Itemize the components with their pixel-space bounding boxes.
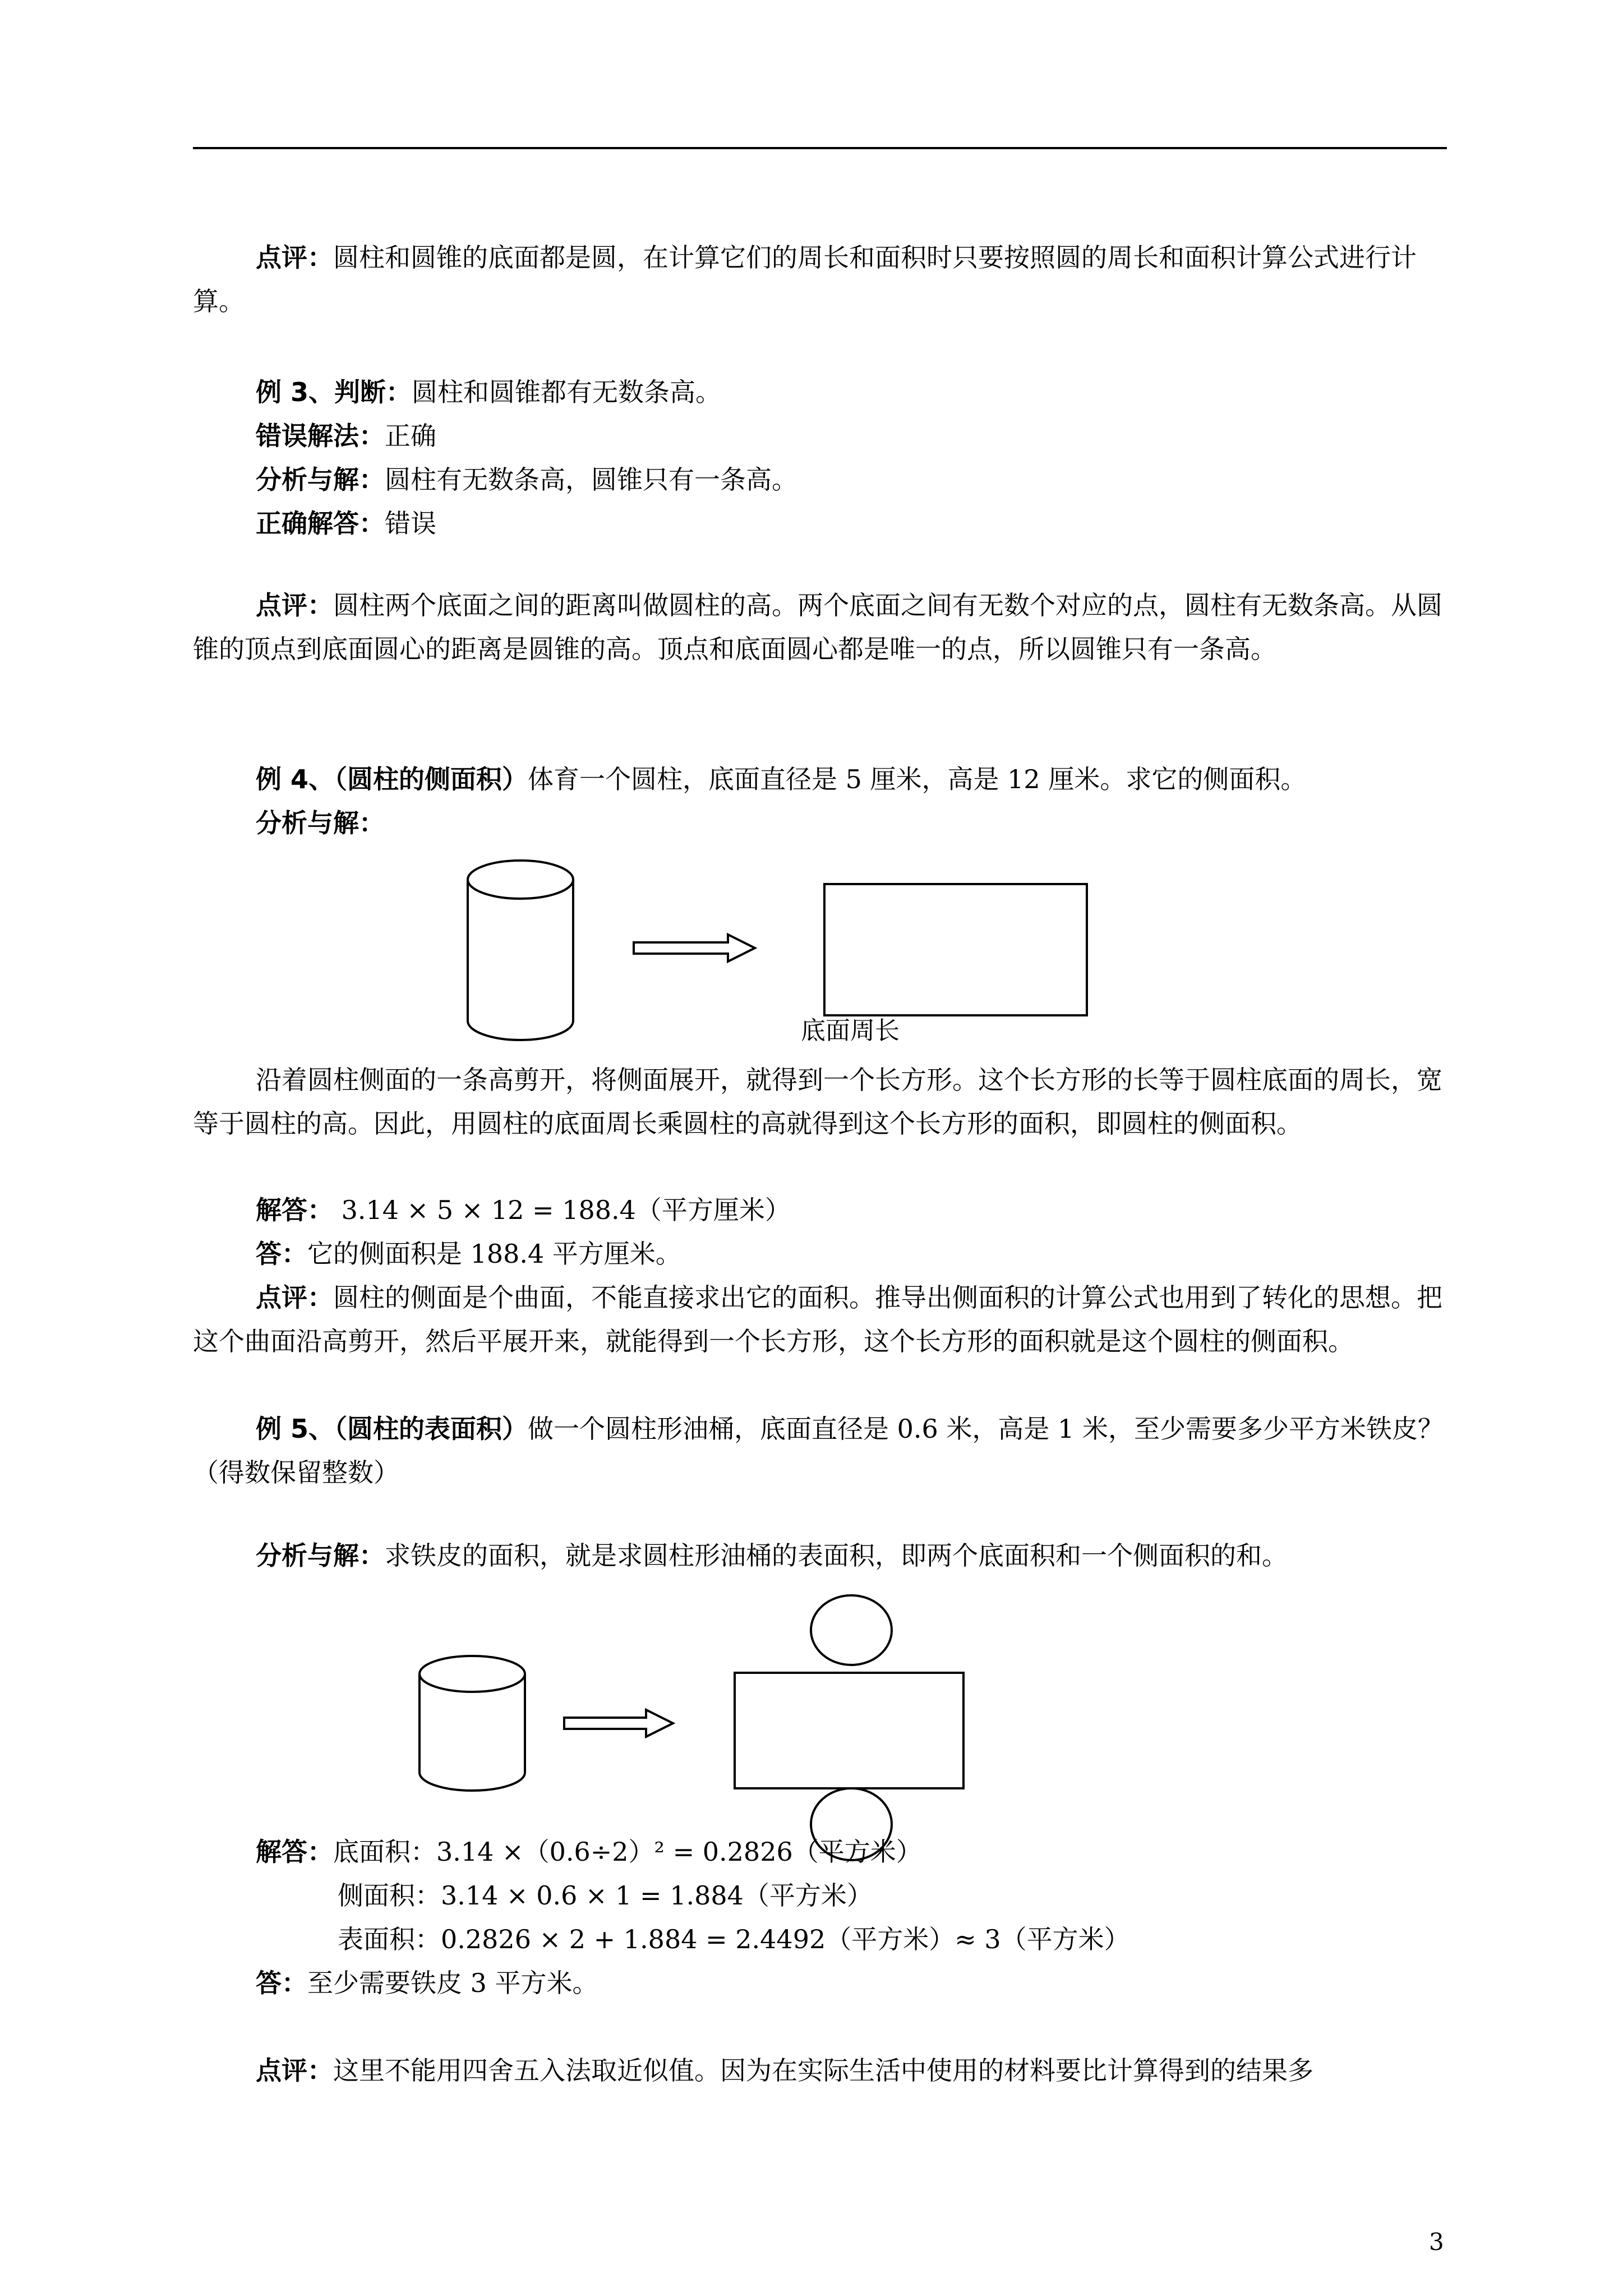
- analysis-label: 分析与解：: [256, 464, 385, 495]
- analysis-text: 圆柱有无数条高，圆锥只有一条高。: [385, 464, 797, 495]
- solution-label: 解答：: [256, 1195, 333, 1225]
- comment-label: 点评：: [256, 2055, 333, 2086]
- surface-area-text: 表面积：0.2826 × 2 + 1.884 = 2.4492（平方米）≈ 3（平方米）: [338, 1924, 1130, 1954]
- arrow-figure-1: [634, 935, 755, 961]
- unfolded-rectangle-1: [824, 884, 1087, 1015]
- wrong-answer-text: 正确: [385, 421, 436, 451]
- unfolded-rectangle-2: [735, 1673, 963, 1788]
- comment-text: 圆柱和圆锥的底面都是圆，在计算它们的周长和面积时只要按照圆的周长和面积计算公式进行计算。: [193, 242, 1417, 316]
- explanation-text: 沿着圆柱侧面的一条高剪开，将侧面展开，就得到一个长方形。这个长方形的长等于圆柱底面的周长，宽等于圆柱的高。因此，用圆柱的底面周长乘圆柱的高就得到这个长方形的面积，即圆柱的侧面积。: [193, 1065, 1442, 1139]
- page-number: 3: [1429, 2228, 1444, 2256]
- example-4-answer: [193, 1232, 1447, 1276]
- correct-answer-label: 正确解答：: [256, 508, 385, 539]
- answer-text: 它的侧面积是 188.4 平方厘米。: [307, 1239, 681, 1269]
- top-circle: [811, 1595, 892, 1665]
- comment-label: 点评：: [256, 590, 333, 620]
- example-5-solution-line-3: [338, 1917, 1130, 1961]
- example-5-answer: [256, 1961, 598, 2005]
- figure-caption: 底面周长: [801, 1016, 900, 1045]
- example-5-statement: [193, 1407, 1447, 1494]
- correct-answer-text: 错误: [385, 508, 436, 539]
- comment-text: 圆柱两个底面之间的距离叫做圆柱的高。两个底面之间有无数个对应的点，圆柱有无数条高。从圆锥的顶点到底面圆心的距离是圆锥的高。顶点和底面圆心都是唯一的点，所以圆锥只有一条高。: [193, 590, 1442, 664]
- answer-label: 答：: [256, 1968, 307, 1998]
- comment-label: 点评：: [256, 1282, 333, 1313]
- example-4-solution: [193, 1188, 1447, 1232]
- example-5-solution-line-2: [338, 1874, 873, 1917]
- comment-text: 这里不能用四舍五入法取近似值。因为在实际生活中使用的材料要比计算得到的结果多: [333, 2055, 1313, 2086]
- example-3-text: 圆柱和圆锥都有无数条高。: [412, 377, 722, 407]
- analysis-label: 分析与解：: [256, 808, 385, 838]
- comment-label: 点评：: [256, 242, 333, 273]
- analysis-label: 分析与解：: [256, 1540, 385, 1571]
- answer-label: 答：: [256, 1239, 307, 1269]
- cylinder-figure-1: [468, 861, 573, 1040]
- example-3-label: 例 3、判断：: [256, 377, 412, 407]
- wrong-answer-label: 错误解法：: [256, 421, 385, 451]
- comment-paragraph-4: [193, 2049, 1447, 2092]
- base-area-text: 底面积：3.14 ×（0.6÷2）² = 0.2826（平方米）: [333, 1837, 922, 1867]
- example-5-analysis: [193, 1534, 1447, 1577]
- solution-label: 解答：: [256, 1837, 333, 1867]
- example-4-explanation: [193, 1058, 1447, 1145]
- example-4-text: 体育一个圆柱，底面直径是 5 厘米，高是 12 厘米。求它的侧面积。: [528, 764, 1307, 794]
- solution-text: 3.14 × 5 × 12 = 188.4（平方厘米）: [333, 1195, 791, 1225]
- analysis-text: 求铁皮的面积，就是求圆柱形油桶的表面积，即两个底面积和一个侧面积的和。: [385, 1540, 1288, 1571]
- example-4-label: 例 4、（圆柱的侧面积）: [256, 764, 528, 794]
- comment-text: 圆柱的侧面是个曲面，不能直接求出它的面积。推导出侧面积的计算公式也用到了转化的思想。把这个曲面沿高剪开，然后平展开来，就能得到一个长方形，这个长方形的面积就是这个圆柱的侧面积。: [193, 1282, 1442, 1356]
- lateral-area-text: 侧面积：3.14 × 0.6 × 1 = 1.884（平方米）: [338, 1880, 873, 1911]
- comment-paragraph-3: [193, 1276, 1447, 1363]
- answer-text: 至少需要铁皮 3 平方米。: [307, 1968, 598, 1998]
- example-5-solution-line-1: [256, 1830, 922, 1874]
- cylinder-figure-2: [419, 1656, 525, 1791]
- arrow-figure-2: [564, 1710, 673, 1737]
- example-5-text: 做一个圆柱形油桶，底面直径是 0.6 米，高是 1 米，至少需要多少平方米铁皮？（得数保留整数）: [193, 1414, 1444, 1488]
- example-5-label: 例 5、（圆柱的表面积）: [256, 1414, 528, 1444]
